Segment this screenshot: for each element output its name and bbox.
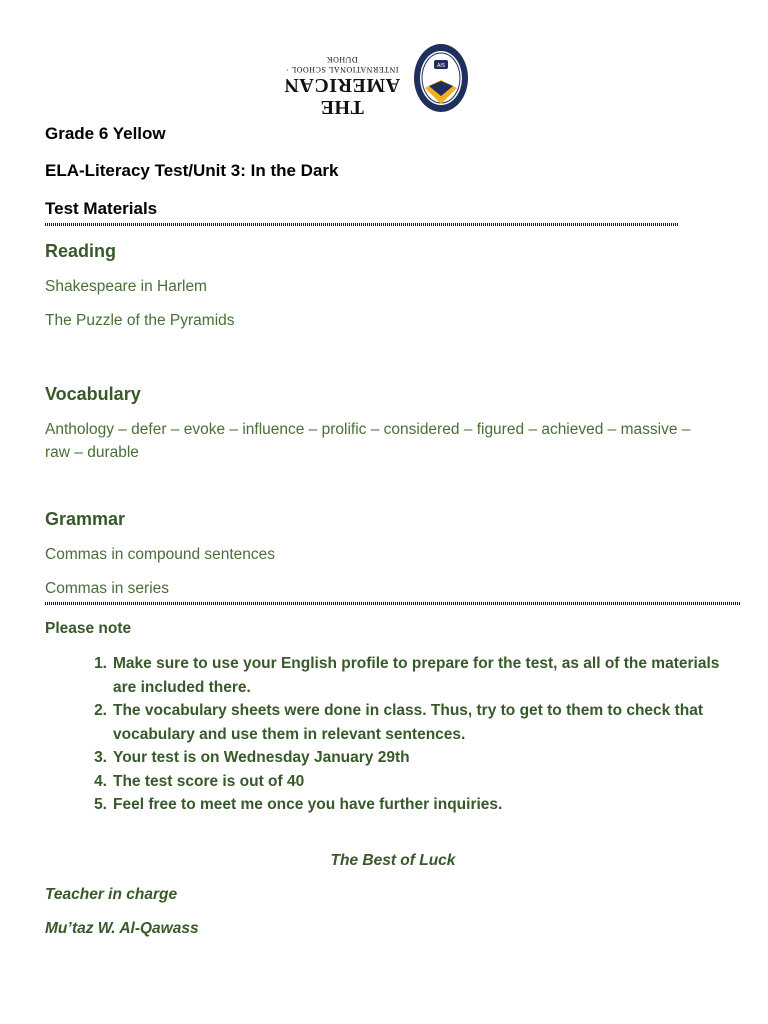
note-number: 3. <box>94 749 107 766</box>
vocabulary-heading: Vocabulary <box>45 384 141 404</box>
reading-heading: Reading <box>45 241 117 261</box>
teacher-label: Teacher in charge <box>45 886 178 903</box>
reading-item: Shakespeare in Harlem <box>45 278 207 295</box>
vocabulary-list: Anthology – defer – evoke – influence – prolific – considered – figured – achieved – massive – <box>45 421 691 438</box>
note-item <box>87 793 727 817</box>
note-number: 1. <box>94 655 107 672</box>
school-seal-icon <box>413 42 469 114</box>
please-note-heading: Please note <box>45 620 132 637</box>
grammar-heading: Grammar <box>45 509 126 529</box>
note-text: Your test is on Wednesday January 29th <box>113 749 410 766</box>
note-text: Make sure to use your English profile to prepare for the test, as all of the materials <box>113 655 720 672</box>
reading-item: The Puzzle of the Pyramids <box>45 312 235 329</box>
school-logo <box>275 40 475 120</box>
test-materials-heading: Test Materials <box>45 199 158 218</box>
divider <box>45 602 740 605</box>
svg-text:AIS: AIS <box>436 63 446 69</box>
grammar-item: Commas in compound sentences <box>45 546 276 563</box>
note-text-continued: vocabulary and use them in relevant sentences. <box>113 725 466 743</box>
note-text: The test score is out of 40 <box>113 772 305 790</box>
notes-list <box>87 652 727 817</box>
logo-wordmark <box>277 54 407 118</box>
grade-label: Grade 6 Yellow <box>45 124 166 143</box>
note-text-continued: are included there. <box>113 678 251 696</box>
note-item <box>87 652 727 699</box>
grammar-item: Commas in series <box>45 580 170 597</box>
note-text: The vocabulary sheets were done in class. Thus, try to get to them to check that <box>113 702 704 719</box>
best-of-luck: The Best of Luck <box>330 852 456 869</box>
test-title: ELA-Literacy Test/Unit 3: In the Dark <box>45 161 339 180</box>
logo-subtitle: INTERNATIONAL SCHOOL · DUHOK <box>285 55 399 74</box>
teacher-name: Mu’taz W. Al-Qawass <box>45 920 199 937</box>
note-item <box>87 699 727 746</box>
divider <box>45 223 678 226</box>
note-number: 4. <box>94 772 107 790</box>
note-item <box>87 746 727 770</box>
note-text: Feel free to meet me once you have further inquiries. <box>113 796 503 813</box>
logo-title: THE AMERICAN <box>283 74 401 118</box>
note-item <box>87 770 727 794</box>
note-number: 2. <box>94 702 107 719</box>
vocabulary-list-continued: raw – durable <box>45 444 139 461</box>
note-number: 5. <box>94 796 107 813</box>
